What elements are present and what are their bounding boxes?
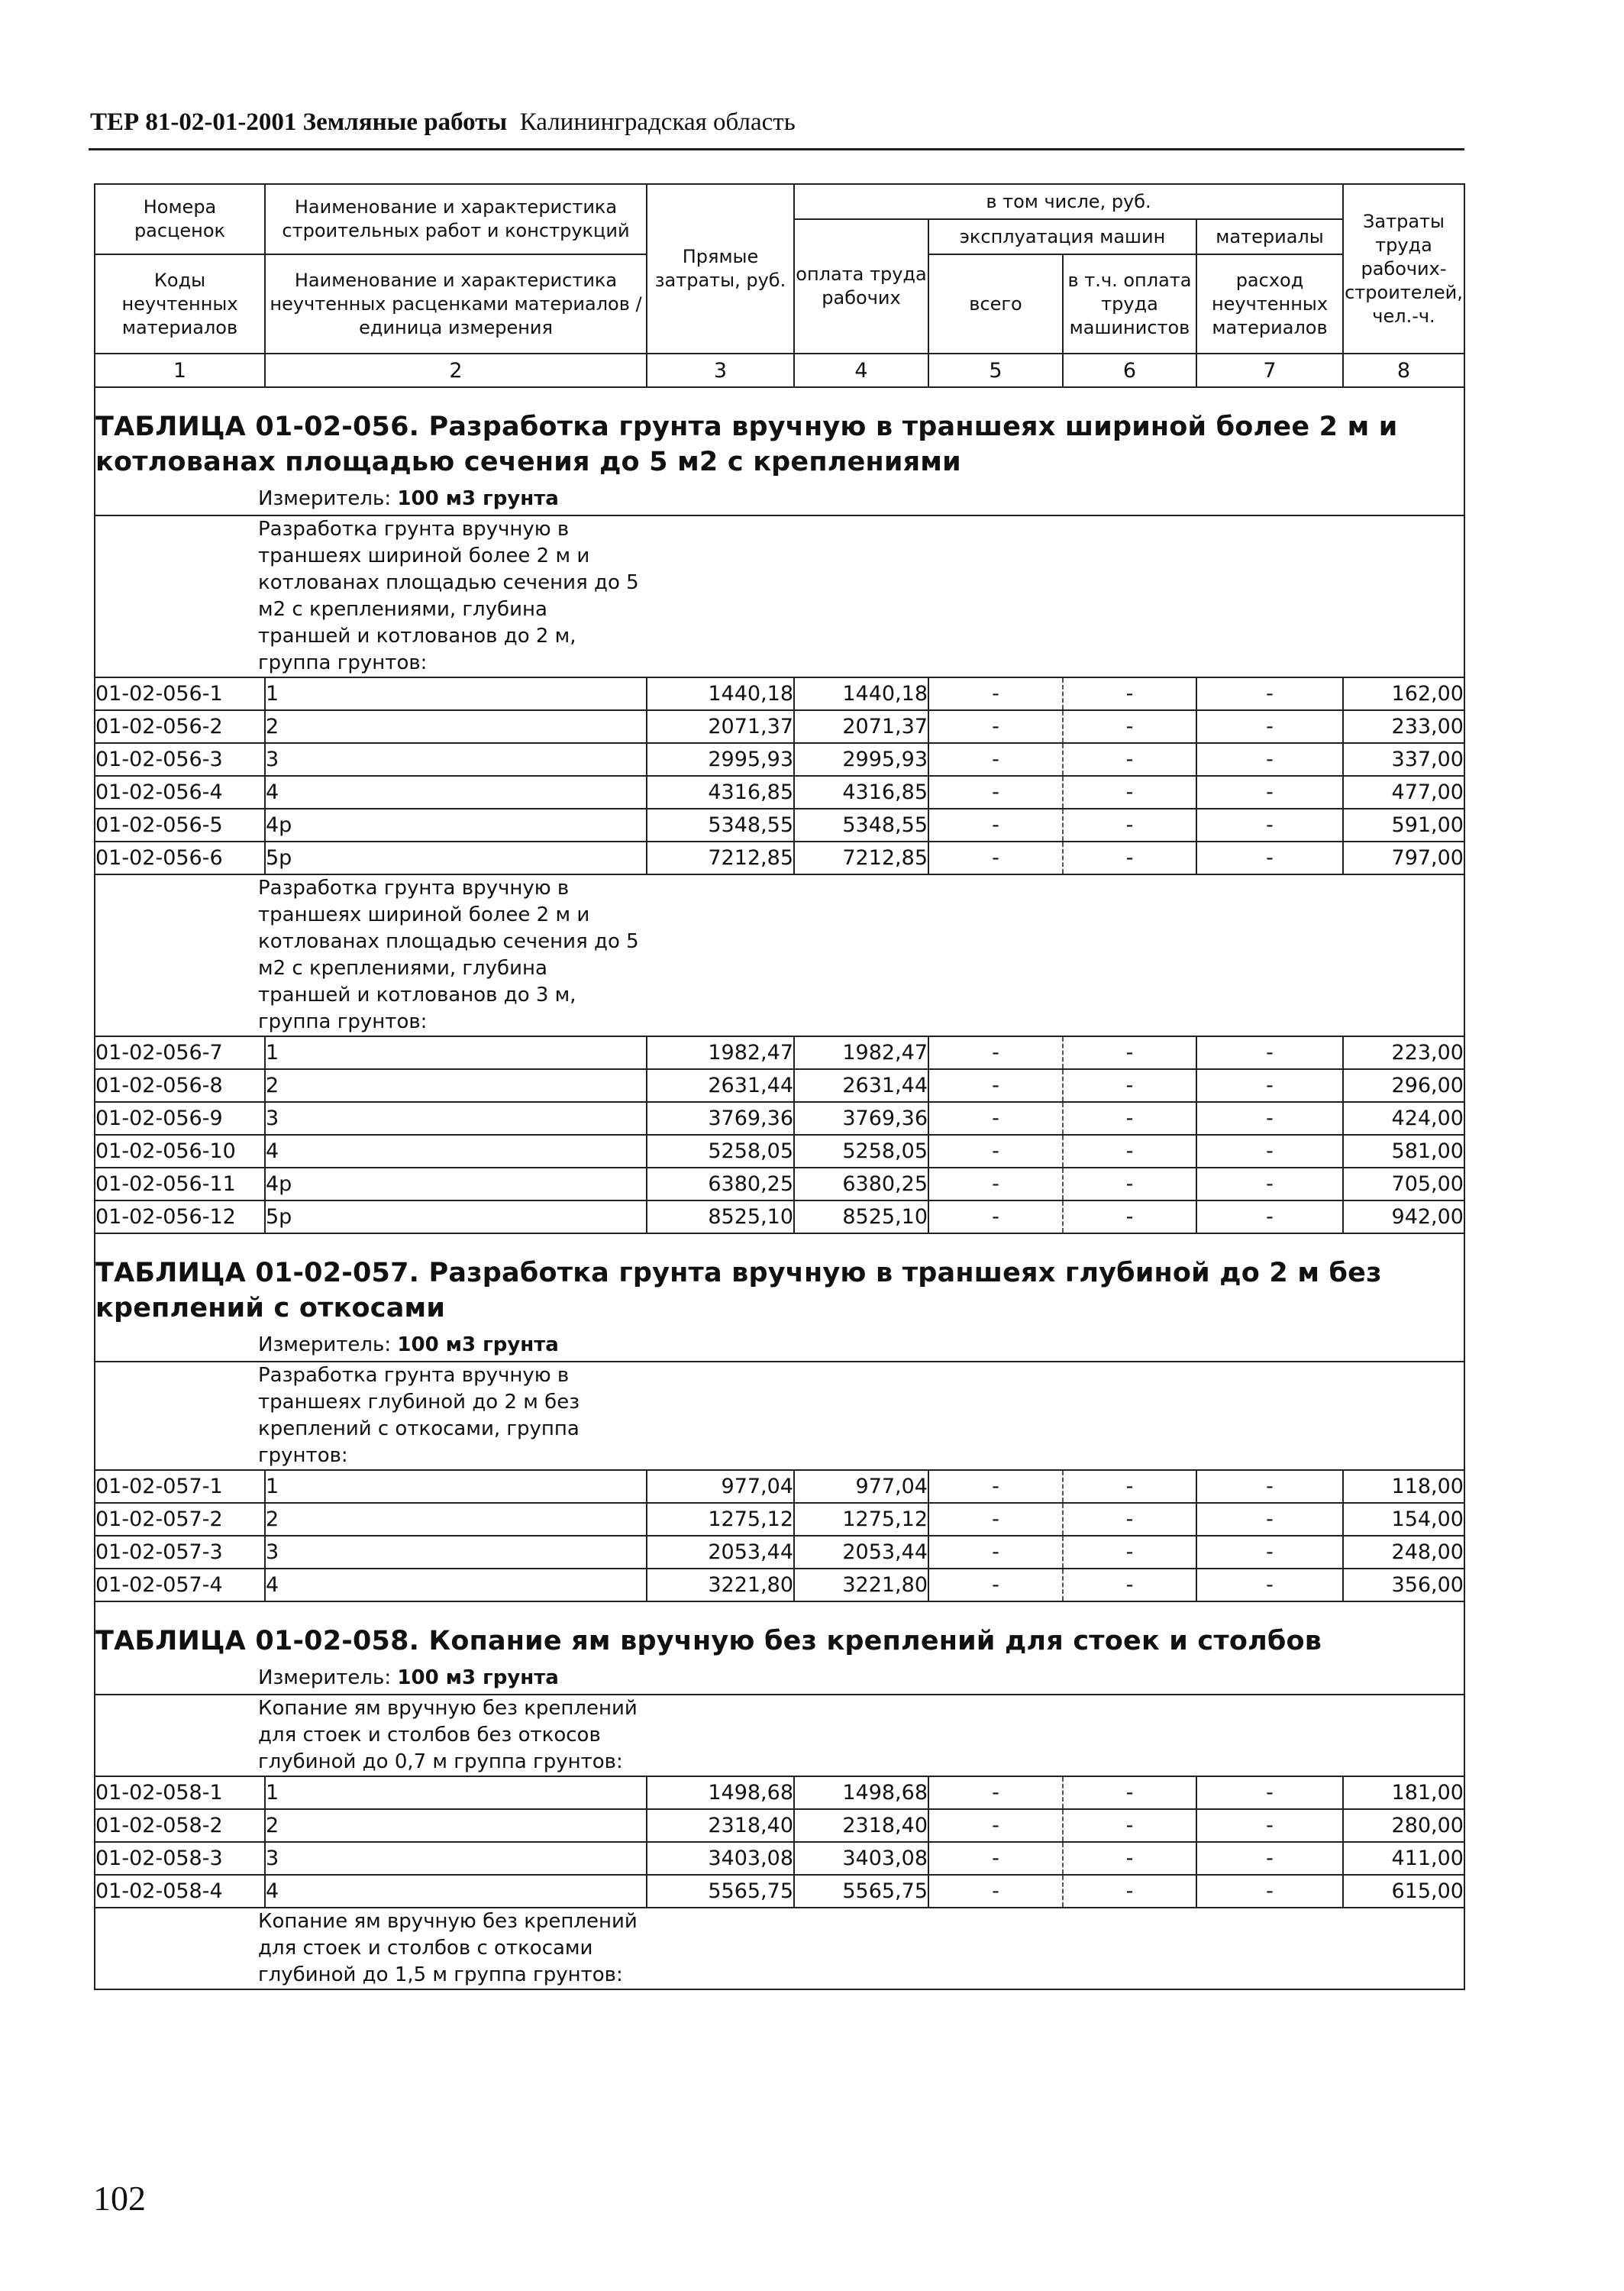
rate-code: 01-02-058-3 [95,1842,265,1875]
rate-code: 01-02-056-8 [95,1069,265,1102]
machinists-wages: - [1063,710,1196,743]
description-row [95,515,1464,677]
materials-consumption: - [1196,743,1343,776]
col1-top-header: Номера расценок [95,184,265,254]
labor-hours: 118,00 [1343,1470,1464,1503]
column-number: 8 [1343,354,1464,387]
column-number: 2 [265,354,647,387]
labor-hours: 591,00 [1343,809,1464,842]
table-row [95,1102,1464,1135]
table-meter [95,480,1464,515]
labor-wages: 3403,08 [794,1842,928,1875]
materials-consumption: - [1196,1102,1343,1135]
table-row [95,1503,1464,1536]
col3-header: Прямые затраты, руб. [647,184,794,354]
soil-group: 2 [265,1503,647,1536]
machines-total: - [928,1809,1063,1842]
work-description: Разработка грунта вручную в траншеях шириной более 2 м и котлованах площадью сечения до 5 м2 с креплениями, глубина траншей и котлованов до 2 м, группа грунтов: [258,518,639,674]
header-rule [89,148,1464,150]
machines-total: - [928,1776,1063,1809]
work-description: Разработка грунта вручную в траншеях глубиной до 2 м без креплений с откосами, группа грунтов: [258,1364,580,1467]
work-description: Копание ям вручную без креплений для стоек и столбов с откосами глубиной до 1,5 м группа грунтов: [258,1910,638,1986]
direct-costs: 1982,47 [647,1036,794,1069]
column-number: 1 [95,354,265,387]
direct-costs: 7212,85 [647,842,794,874]
labor-wages: 1982,47 [794,1036,928,1069]
labor-hours: 154,00 [1343,1503,1464,1536]
direct-costs: 977,04 [647,1470,794,1503]
header-section: Земляные работы [302,108,508,136]
rate-code: 01-02-058-2 [95,1809,265,1842]
table-section [95,1233,1464,1362]
machines-total: - [928,677,1063,710]
soil-group: 5р [265,842,647,874]
col4-header: оплата труда рабочих [794,219,928,354]
rate-code: 01-02-056-7 [95,1036,265,1069]
materials-consumption: - [1196,1135,1343,1168]
machinists-wages: - [1063,743,1196,776]
meter-value: 100 м3 грунта [397,487,559,510]
machines-total: - [928,842,1063,874]
soil-group: 4 [265,1135,647,1168]
column-number: 5 [928,354,1063,387]
labor-wages: 5258,05 [794,1135,928,1168]
description-row [95,1695,1464,1776]
table-row [95,1470,1464,1503]
machinists-wages: - [1063,1102,1196,1135]
work-description-cell [95,515,1464,677]
work-description-cell [95,1695,1464,1776]
rate-code: 01-02-057-3 [95,1536,265,1569]
col7-header: расход неучтенных материалов [1196,254,1343,354]
table-row [95,1069,1464,1102]
direct-costs: 4316,85 [647,776,794,809]
labor-wages: 5348,55 [794,809,928,842]
machinists-wages: - [1063,1875,1196,1908]
table-row [95,677,1464,710]
machinists-wages: - [1063,1168,1196,1200]
materials-consumption: - [1196,1569,1343,1601]
labor-wages: 7212,85 [794,842,928,874]
labor-hours: 477,00 [1343,776,1464,809]
machinists-wages: - [1063,1069,1196,1102]
table-row [95,1168,1464,1200]
direct-costs: 3769,36 [647,1102,794,1135]
table-row [95,1842,1464,1875]
soil-group: 1 [265,677,647,710]
machinists-wages: - [1063,1536,1196,1569]
col2-bottom-header: Наименование и характеристика неучтенных расценками материалов / единица измерения [265,254,647,354]
col1-bottom-header: Коды неучтенных материалов [95,254,265,354]
labor-hours: 162,00 [1343,677,1464,710]
table-title: ТАБЛИЦА 01-02-058. Копание ям вручную без креплений для стоек и столбов [95,1626,1322,1656]
table-title: ТАБЛИЦА 01-02-057. Разработка грунта вручную в траншеях глубиной до 2 м без креплений с откосами [95,1258,1382,1323]
labor-wages: 2071,37 [794,710,928,743]
labor-wages: 2995,93 [794,743,928,776]
rate-code: 01-02-056-11 [95,1168,265,1200]
direct-costs: 3403,08 [647,1842,794,1875]
machines-total: - [928,1102,1063,1135]
rate-code: 01-02-058-4 [95,1875,265,1908]
col8-header: Затраты труда рабочих-строителей, чел.-ч. [1343,184,1464,354]
materials-consumption: - [1196,1069,1343,1102]
materials-consumption: - [1196,1168,1343,1200]
machinists-wages: - [1063,1569,1196,1601]
materials-group-header: материалы [1196,219,1343,254]
labor-wages: 1275,12 [794,1503,928,1536]
table-row [95,743,1464,776]
labor-hours: 280,00 [1343,1809,1464,1842]
materials-consumption: - [1196,1776,1343,1809]
machines-total: - [928,1569,1063,1601]
col5-header: всего [928,254,1063,354]
table-row [95,842,1464,874]
rate-code: 01-02-058-1 [95,1776,265,1809]
machines-group-header: эксплуатация машин [928,219,1196,254]
direct-costs: 2071,37 [647,710,794,743]
direct-costs: 2631,44 [647,1069,794,1102]
labor-hours: 223,00 [1343,1036,1464,1069]
labor-wages: 5565,75 [794,1875,928,1908]
meter-label: Измеритель: [258,1666,392,1689]
description-row [95,1362,1464,1470]
machines-total: - [928,710,1063,743]
table-meter [95,1659,1464,1694]
direct-costs: 2995,93 [647,743,794,776]
machines-total: - [928,1875,1063,1908]
document-running-header [90,108,1464,137]
machines-total: - [928,776,1063,809]
materials-consumption: - [1196,710,1343,743]
header-region: Калининградская область [519,108,796,136]
rate-code: 01-02-056-9 [95,1102,265,1135]
machinists-wages: - [1063,1842,1196,1875]
table-row [95,1200,1464,1233]
machinists-wages: - [1063,776,1196,809]
table-row [95,1875,1464,1908]
soil-group: 4 [265,776,647,809]
labor-hours: 705,00 [1343,1168,1464,1200]
labor-wages: 6380,25 [794,1168,928,1200]
table-section-title-row [95,387,1464,515]
machinists-wages: - [1063,1503,1196,1536]
column-numbers-row [95,354,1464,387]
rate-code: 01-02-056-1 [95,677,265,710]
table-row [95,1569,1464,1601]
materials-consumption: - [1196,677,1343,710]
header-code: ТЕР 81-02-01-2001 [90,108,297,136]
direct-costs: 1275,12 [647,1503,794,1536]
labor-hours: 411,00 [1343,1842,1464,1875]
column-number: 3 [647,354,794,387]
labor-hours: 356,00 [1343,1569,1464,1601]
table-row [95,1776,1464,1809]
soil-group: 4 [265,1875,647,1908]
soil-group: 3 [265,1842,647,1875]
description-row [95,1908,1464,1989]
table-row [95,1536,1464,1569]
col2-top-header: Наименование и характеристика строительных работ и конструкций [265,184,647,254]
machinists-wages: - [1063,1776,1196,1809]
machines-total: - [928,1536,1063,1569]
price-table [94,183,1465,1990]
soil-group: 5р [265,1200,647,1233]
machines-total: - [928,1168,1063,1200]
table-section-title-row [95,1601,1464,1695]
soil-group: 1 [265,1036,647,1069]
machinists-wages: - [1063,842,1196,874]
labor-wages: 2631,44 [794,1069,928,1102]
table-row [95,1135,1464,1168]
labor-wages: 3221,80 [794,1569,928,1601]
labor-wages: 4316,85 [794,776,928,809]
direct-costs: 8525,10 [647,1200,794,1233]
rate-code: 01-02-057-2 [95,1503,265,1536]
table-row [95,1036,1464,1069]
labor-hours: 797,00 [1343,842,1464,874]
labor-hours: 337,00 [1343,743,1464,776]
direct-costs: 2053,44 [647,1536,794,1569]
materials-consumption: - [1196,1470,1343,1503]
soil-group: 3 [265,1536,647,1569]
machines-total: - [928,1036,1063,1069]
labor-hours: 248,00 [1343,1536,1464,1569]
labor-hours: 581,00 [1343,1135,1464,1168]
labor-hours: 615,00 [1343,1875,1464,1908]
work-description: Копание ям вручную без креплений для стоек и столбов без откосов глубиной до 0,7 м группа грунтов: [258,1697,638,1773]
work-description-cell [95,1908,1464,1989]
soil-group: 4р [265,809,647,842]
direct-costs: 2318,40 [647,1809,794,1842]
table-section [95,387,1464,515]
labor-hours: 233,00 [1343,710,1464,743]
soil-group: 4р [265,1168,647,1200]
machinists-wages: - [1063,1470,1196,1503]
materials-consumption: - [1196,1809,1343,1842]
work-description-cell [95,1362,1464,1470]
machines-total: - [928,743,1063,776]
labor-wages: 1440,18 [794,677,928,710]
direct-costs: 3221,80 [647,1569,794,1601]
machinists-wages: - [1063,1809,1196,1842]
meter-value: 100 м3 грунта [397,1666,559,1689]
rate-code: 01-02-056-6 [95,842,265,874]
direct-costs: 6380,25 [647,1168,794,1200]
machines-total: - [928,809,1063,842]
machinists-wages: - [1063,1200,1196,1233]
soil-group: 4 [265,1569,647,1601]
materials-consumption: - [1196,809,1343,842]
labor-hours: 424,00 [1343,1102,1464,1135]
table-title: ТАБЛИЦА 01-02-056. Разработка грунта вручную в траншеях шириной более 2 м и котлованах площадью сечения до 5 м2 с креплениями [95,412,1398,477]
soil-group: 3 [265,743,647,776]
description-row [95,874,1464,1036]
direct-costs: 1440,18 [647,677,794,710]
rate-code: 01-02-057-4 [95,1569,265,1601]
labor-wages: 977,04 [794,1470,928,1503]
incl-group-header: в том числе, руб. [794,184,1343,219]
labor-hours: 942,00 [1343,1200,1464,1233]
machines-total: - [928,1503,1063,1536]
rate-code: 01-02-056-4 [95,776,265,809]
table-body [95,387,1464,1989]
rate-code: 01-02-056-5 [95,809,265,842]
labor-wages: 2053,44 [794,1536,928,1569]
machines-total: - [928,1842,1063,1875]
table-row [95,1809,1464,1842]
table-row [95,776,1464,809]
materials-consumption: - [1196,1036,1343,1069]
materials-consumption: - [1196,776,1343,809]
machines-total: - [928,1135,1063,1168]
materials-consumption: - [1196,1536,1343,1569]
column-number: 4 [794,354,928,387]
materials-consumption: - [1196,842,1343,874]
soil-group: 1 [265,1470,647,1503]
column-number: 7 [1196,354,1343,387]
labor-wages: 1498,68 [794,1776,928,1809]
direct-costs: 5348,55 [647,809,794,842]
labor-wages: 3769,36 [794,1102,928,1135]
rate-code: 01-02-056-12 [95,1200,265,1233]
soil-group: 2 [265,1809,647,1842]
machines-total: - [928,1470,1063,1503]
direct-costs: 1498,68 [647,1776,794,1809]
soil-group: 2 [265,1069,647,1102]
machinists-wages: - [1063,1135,1196,1168]
table-section-title-row [95,1233,1464,1362]
machinists-wages: - [1063,1036,1196,1069]
rate-code: 01-02-056-3 [95,743,265,776]
materials-consumption: - [1196,1503,1343,1536]
work-description: Разработка грунта вручную в траншеях шириной более 2 м и котлованах площадью сечения до 5 м2 с креплениями, глубина траншей и котлованов до 3 м, группа грунтов: [258,877,639,1033]
work-description-cell [95,874,1464,1036]
rate-code: 01-02-056-10 [95,1135,265,1168]
materials-consumption: - [1196,1200,1343,1233]
meter-label: Измеритель: [258,1333,392,1356]
column-number: 6 [1063,354,1196,387]
labor-hours: 181,00 [1343,1776,1464,1809]
table-meter [95,1326,1464,1361]
rate-code: 01-02-057-1 [95,1470,265,1503]
meter-label: Измеритель: [258,487,392,510]
materials-consumption: - [1196,1875,1343,1908]
direct-costs: 5258,05 [647,1135,794,1168]
soil-group: 2 [265,710,647,743]
table-section [95,1601,1464,1695]
machinists-wages: - [1063,809,1196,842]
meter-value: 100 м3 грунта [397,1333,559,1356]
rate-code: 01-02-056-2 [95,710,265,743]
soil-group: 3 [265,1102,647,1135]
labor-wages: 2318,40 [794,1809,928,1842]
table-row [95,809,1464,842]
machinists-wages: - [1063,677,1196,710]
table-header [95,184,1464,387]
machines-total: - [928,1069,1063,1102]
soil-group: 1 [265,1776,647,1809]
direct-costs: 5565,75 [647,1875,794,1908]
machines-total: - [928,1200,1063,1233]
col6-header: в т.ч. оплата труда машинистов [1063,254,1196,354]
labor-wages: 8525,10 [794,1200,928,1233]
materials-consumption: - [1196,1842,1343,1875]
table-row [95,710,1464,743]
labor-hours: 296,00 [1343,1069,1464,1102]
page-number: 102 [93,2179,146,2218]
